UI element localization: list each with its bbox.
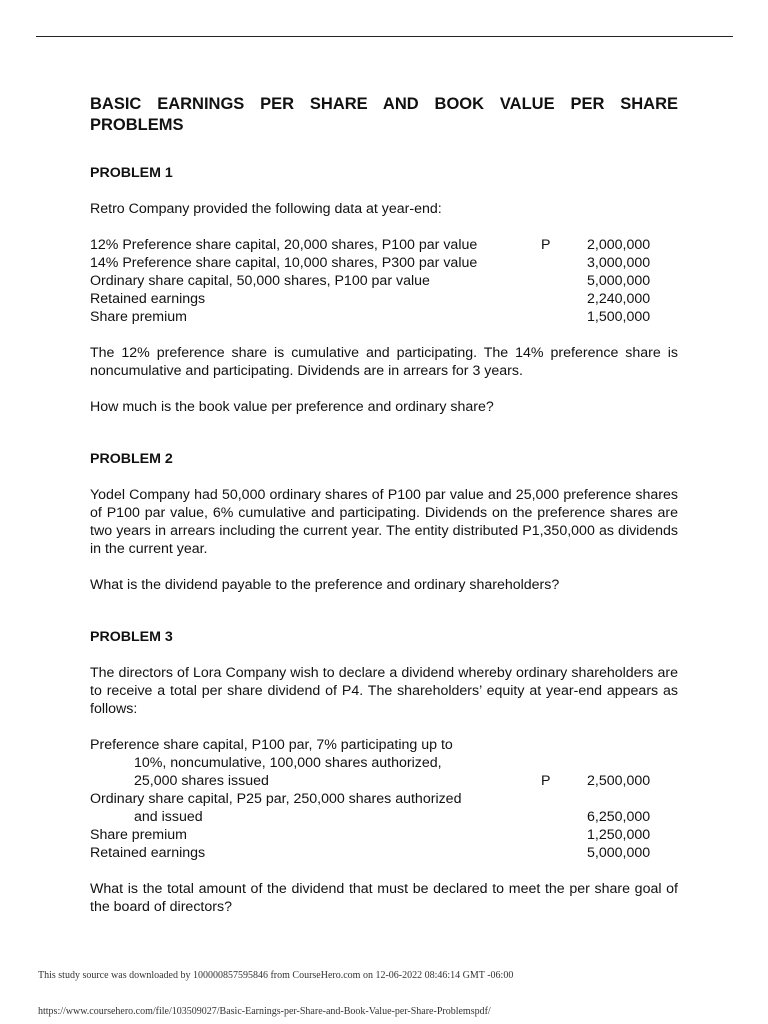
row-label: 12% Preference share capital, 20,000 shares, P100 par value <box>90 237 478 253</box>
table-row <box>90 808 678 826</box>
row-label: Retained earnings <box>90 845 206 861</box>
row-amount: 2,000,000 <box>587 237 651 253</box>
row-label: Ordinary share capital, 50,000 shares, P100 par value <box>90 273 430 289</box>
document-body <box>90 94 678 934</box>
table-row <box>90 254 678 272</box>
row-label: Share premium <box>90 309 187 325</box>
row-label: Preference share capital, P100 par, 7% participating up to <box>90 737 453 753</box>
problem3-intro: The directors of Lora Company wish to declare a dividend whereby ordinary shareholders are to receive a total per share dividend of P4. The shareholders’ equity at year-end appears as follows: <box>90 665 678 717</box>
row-label: 14% Preference share capital, 10,000 shares, P300 par value <box>90 255 478 271</box>
problem3-heading: PROBLEM 3 <box>90 629 173 645</box>
problem1-note: The 12% preference share is cumulative and participating. The 14% preference share is noncumulative and participating. Dividends are in arrears for 3 years. <box>90 345 678 379</box>
row-amount: 2,500,000 <box>587 773 651 789</box>
row-amount: 1,250,000 <box>587 827 651 843</box>
row-label: Share premium <box>90 827 187 843</box>
row-currency: P <box>541 773 551 789</box>
problem1-heading: PROBLEM 1 <box>90 165 173 181</box>
row-label-continued: 10%, noncumulative, 100,000 shares authorized, <box>134 755 442 771</box>
download-notice: This study source was downloaded by 100000857595846 from CourseHero.com on 12-06-2022 08:46:14 GMT -06:00 <box>38 970 514 981</box>
top-divider <box>36 36 733 37</box>
row-amount: 1,500,000 <box>587 309 651 325</box>
problem3-question: What is the total amount of the dividend that must be declared to meet the per share goal of the board of directors? <box>90 881 678 915</box>
row-label: Retained earnings <box>90 291 206 307</box>
table-row <box>90 272 678 290</box>
row-amount: 2,240,000 <box>587 291 651 307</box>
row-amount: 5,000,000 <box>587 273 651 289</box>
problem1-intro: Retro Company provided the following data at year-end: <box>90 201 442 217</box>
problem2-body: Yodel Company had 50,000 ordinary shares of P100 par value and 25,000 preference shares of P100 par value, 6% cumulative and participating. Dividends on the preference shares are two years in arrears including the current year. The entity distributed P1,350,000 as dividends in the current year. <box>90 487 678 557</box>
source-url-link[interactable]: https://www.coursehero.com/file/103509027/Basic-Earnings-per-Share-and-Book-Value-per-Share-Problemspdf/ <box>38 1006 491 1017</box>
table-row <box>90 290 678 308</box>
row-amount: 6,250,000 <box>587 809 651 825</box>
table-row <box>90 826 678 844</box>
problem3-table <box>90 736 678 862</box>
table-row <box>90 308 678 326</box>
row-amount: 5,000,000 <box>587 845 651 861</box>
row-amount: 3,000,000 <box>587 255 651 271</box>
table-row <box>90 844 678 862</box>
table-row <box>90 236 678 254</box>
problem2-heading: PROBLEM 2 <box>90 451 173 467</box>
row-label-continued: and issued <box>134 809 203 825</box>
document-title: BASIC EARNINGS PER SHARE AND BOOK VALUE PER SHARE PROBLEMS <box>90 95 678 134</box>
table-row <box>90 790 678 808</box>
row-currency: P <box>541 237 551 253</box>
table-row <box>90 772 678 790</box>
row-label: Ordinary share capital, P25 par, 250,000 shares authorized <box>90 791 462 807</box>
row-label-continued: 25,000 shares issued <box>134 773 269 789</box>
problem2-question: What is the dividend payable to the preference and ordinary shareholders? <box>90 577 560 593</box>
problem1-table <box>90 236 678 326</box>
table-row <box>90 754 678 772</box>
problem1-question: How much is the book value per preference and ordinary share? <box>90 399 494 415</box>
table-row <box>90 736 678 754</box>
